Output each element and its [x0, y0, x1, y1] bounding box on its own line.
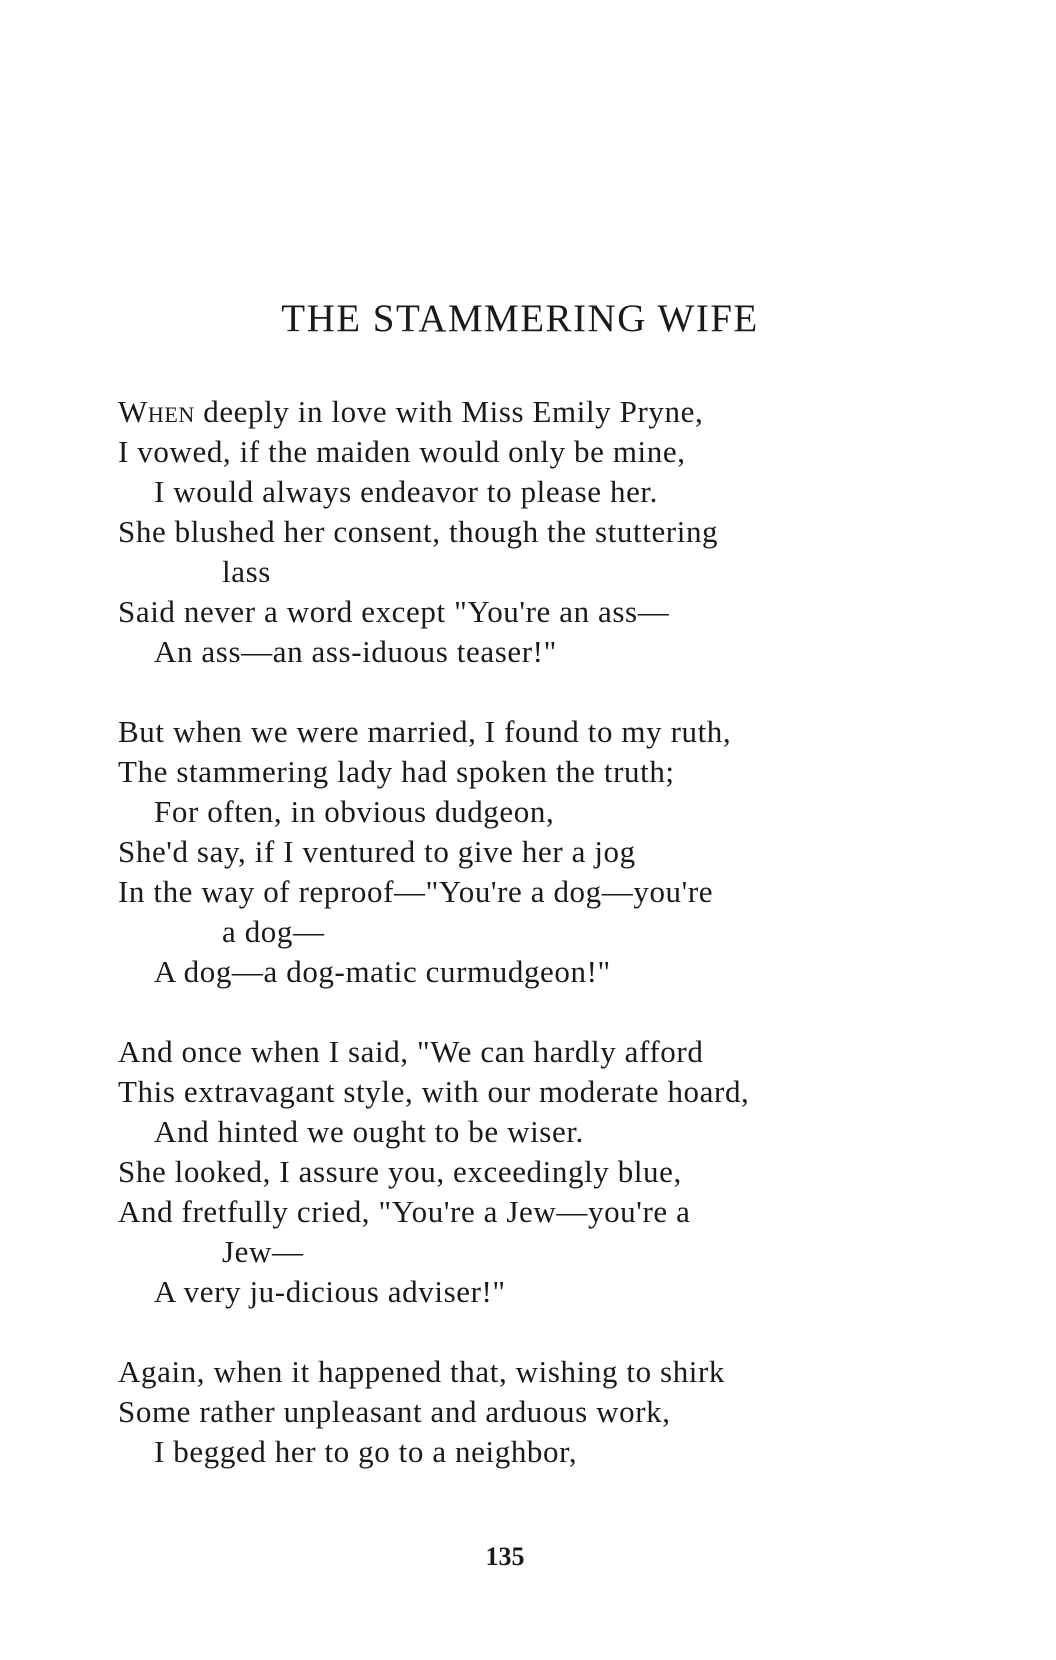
- poem-line: [118, 392, 938, 432]
- stanza-1: [118, 392, 938, 672]
- drop-word: When: [118, 394, 195, 429]
- poem-line: For often, in obvious dudgeon,: [154, 794, 555, 829]
- poem-line: A dog—a dog-matic curmudgeon!": [154, 954, 611, 989]
- poem-line: But when we were married, I found to my ruth,: [118, 714, 732, 749]
- poem-line: In the way of reproof—"You're a dog—you're: [118, 874, 714, 909]
- poem-title: THE STAMMERING WIFE: [281, 297, 759, 340]
- poem-line: And hinted we ought to be wiser.: [154, 1114, 584, 1149]
- stanza-4: [118, 1352, 938, 1472]
- line-text: deeply in love with Miss Emily Pryne,: [194, 394, 704, 429]
- poem-line: I begged her to go to a neighbor,: [154, 1434, 578, 1469]
- poem-body: [118, 392, 938, 1512]
- stanza-2: [118, 712, 938, 992]
- poem-line: And once when I said, "We can hardly afford: [118, 1034, 704, 1069]
- poem-line: I would always endeavor to please her.: [154, 474, 658, 509]
- poem-line-continuation: Jew—: [222, 1234, 304, 1269]
- page-number: 135: [485, 1542, 525, 1571]
- poem-line: I vowed, if the maiden would only be mine,: [118, 434, 686, 469]
- poem-line-continuation: lass: [222, 554, 271, 589]
- stanza-3: [118, 1032, 938, 1312]
- poem-line: She looked, I assure you, exceedingly blue,: [118, 1154, 682, 1189]
- poem-line: The stammering lady had spoken the truth;: [118, 754, 675, 789]
- poem-line: And fretfully cried, "You're a Jew—you're a: [118, 1194, 691, 1229]
- poem-line: Said never a word except "You're an ass—: [118, 594, 670, 629]
- poem-line: Again, when it happened that, wishing to shirk: [118, 1354, 726, 1389]
- poem-line: She'd say, if I ventured to give her a jog: [118, 834, 636, 869]
- poem-line-continuation: a dog—: [222, 914, 325, 949]
- poem-line: This extravagant style, with our moderate hoard,: [118, 1074, 750, 1109]
- poem-line: An ass—an ass-iduous teaser!": [154, 634, 557, 669]
- poem-line: She blushed her consent, though the stuttering: [118, 514, 719, 549]
- poem-line: A very ju-dicious adviser!": [154, 1274, 506, 1309]
- poem-line: Some rather unpleasant and arduous work,: [118, 1394, 671, 1429]
